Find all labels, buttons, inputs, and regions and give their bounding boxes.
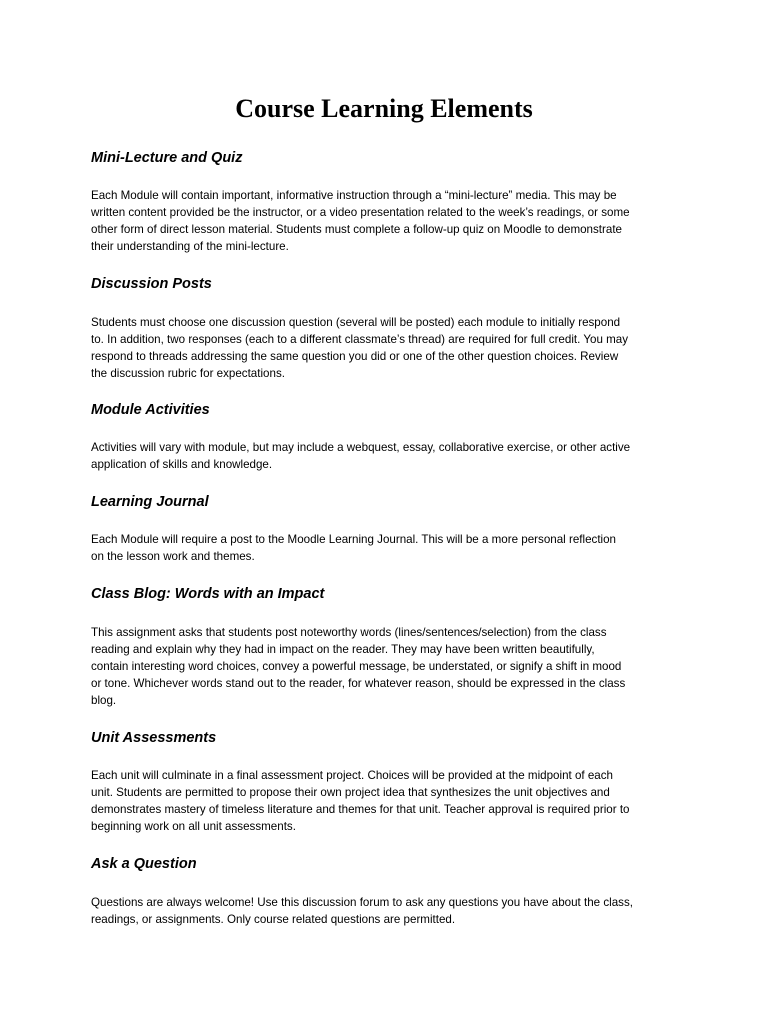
body-line: to. In addition, two responses (each to a different classmate’s thread) are required for full credit. You may — [91, 333, 629, 346]
body-line: contain interesting word choices, convey a powerful message, be understated, or signify a shift in mood — [91, 660, 622, 673]
body-line: written content provided be the instructor, or a video presentation related to the week’s readings, or some — [91, 206, 630, 219]
section-body-unit-assessments — [91, 767, 681, 835]
section-heading-unit-assessments: Unit Assessments — [91, 730, 217, 746]
page-title: Course Learning Elements — [235, 94, 533, 123]
body-line: blog. — [91, 694, 117, 707]
section-body-module-activities — [91, 439, 681, 473]
body-line: their understanding of the mini-lecture. — [91, 240, 289, 253]
body-line: Activities will vary with module, but may include a webquest, essay, collaborative exercise, or other active — [91, 441, 631, 454]
section-heading-ask-a-question: Ask a Question — [91, 856, 197, 872]
body-line: readings, or assignments. Only course related questions are permitted. — [91, 913, 456, 926]
body-line: the discussion rubric for expectations. — [91, 367, 285, 380]
body-line: This assignment asks that students post noteworthy words (lines/sentences/selection) from the class — [91, 626, 607, 639]
body-line: application of skills and knowledge. — [91, 458, 273, 471]
body-line: Each Module will contain important, informative instruction through a “mini-lecture” media. This may be — [91, 189, 617, 202]
body-line: other form of direct lesson material. Students must complete a follow-up quiz on Moodle to demonstrate — [91, 223, 622, 236]
section-heading-learning-journal: Learning Journal — [91, 494, 209, 510]
body-line: Students must choose one discussion question (several will be posted) each module to initially respond — [91, 316, 621, 329]
section-body-discussion-posts — [91, 314, 681, 382]
section-heading-module-activities: Module Activities — [91, 402, 210, 418]
body-line: unit. Students are permitted to propose their own project idea that synthesizes the unit objectives and — [91, 786, 610, 799]
body-line: Each unit will culminate in a final assessment project. Choices will be provided at the midpoint of each — [91, 769, 613, 782]
body-line: respond to threads addressing the same question you did or one of the other question choices. Review — [91, 350, 619, 363]
body-line: Questions are always welcome! Use this discussion forum to ask any questions you have about the class, — [91, 896, 633, 909]
section-heading-class-blog: Class Blog: Words with an Impact — [91, 586, 325, 602]
section-body-ask-a-question — [91, 894, 681, 928]
body-line: or tone. Whichever words stand out to the reader, for whatever reason, should be expressed in the class — [91, 677, 626, 690]
body-line: beginning work on all unit assessments. — [91, 820, 296, 833]
section-body-mini-lecture-and-quiz — [91, 187, 681, 255]
section-body-learning-journal — [91, 531, 681, 565]
body-line: demonstrates mastery of timeless literature and themes for that unit. Teacher approval is required prior to — [91, 803, 630, 816]
body-line: reading and explain why they had in impact on the reader. They may have been written beautifully, — [91, 643, 595, 656]
section-body-class-blog — [91, 624, 681, 709]
section-heading-discussion-posts: Discussion Posts — [91, 276, 212, 292]
body-line: on the lesson work and themes. — [91, 550, 255, 563]
section-heading-mini-lecture-and-quiz: Mini-Lecture and Quiz — [91, 150, 243, 166]
body-line: Each Module will require a post to the Moodle Learning Journal. This will be a more personal reflection — [91, 533, 617, 546]
